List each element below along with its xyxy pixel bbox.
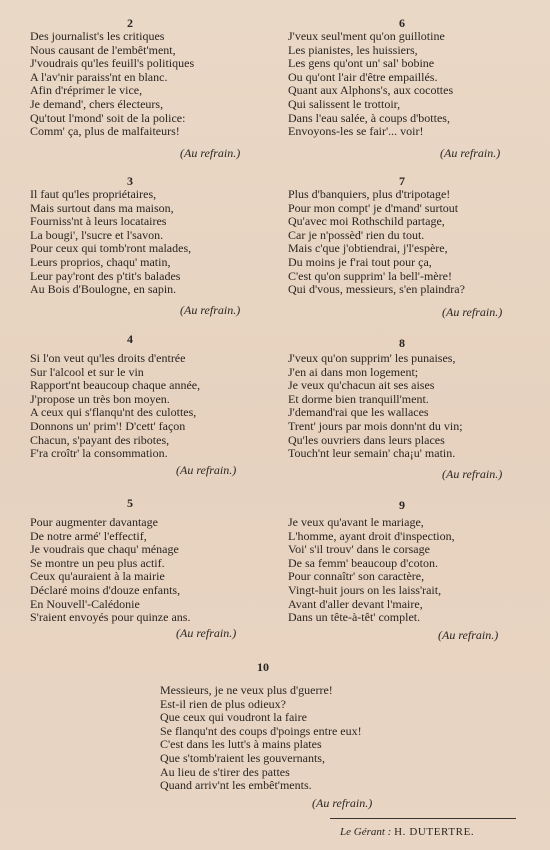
stanza-number: 2 — [127, 16, 133, 30]
verse-line: Touch'nt leur semain' cha¡u' matin. — [288, 446, 456, 461]
verse-line: Qu'tout l'mond' soit de la police: — [30, 110, 186, 125]
verse-line: Pour ceux qui tomb'ront malades, — [30, 241, 192, 256]
verse-line: Qui salissent le trottoir, — [288, 96, 401, 111]
verse-line: L'homme, ayant droit d'inspection, — [288, 528, 455, 543]
verse-line: Dans un tête-à-têt' complet. — [288, 610, 421, 625]
verse-line: Je voudrais que chaqu' ménage — [30, 542, 179, 557]
stanza-lines — [30, 188, 191, 297]
signature-name: H. DUTERTRE. — [394, 826, 475, 838]
verse-line: Est-il rien de plus odieux? — [160, 696, 286, 711]
verse-line: Au Bois d'Boulogne, en sapin. — [30, 282, 177, 297]
stanza-number: 7 — [399, 174, 405, 188]
verse-line: Ou qu'ont l'air d'être empaillés. — [288, 69, 438, 84]
verse-line: Si l'on veut qu'les droits d'entrée — [30, 351, 186, 365]
verse-line: Se montre un peu plus actif. — [30, 555, 165, 570]
verse-line: Pour connaîtr' son caractère, — [288, 569, 425, 584]
verse-line: Trent' jours par mois donn'nt du vin; — [288, 418, 463, 433]
refrain-marker: (Au refrain.) — [312, 796, 373, 810]
verse-line: Pour mon compt' je d'mand' surtout — [288, 200, 459, 215]
verse-line: Je demand', chers électeurs, — [30, 96, 164, 111]
verse-line: Qui d'vous, messieurs, s'en plaindra? — [288, 282, 465, 297]
stanza-number: 9 — [399, 498, 405, 512]
verse-line: Il faut qu'les propriétaires, — [30, 187, 157, 201]
verse-line: Rapport'nt beaucoup chaque année, — [30, 378, 201, 393]
refrain-marker: (Au refrain.) — [440, 146, 501, 160]
verse-line: J'demand'rai que les wallaces — [288, 405, 429, 420]
verse-line: J'veux qu'on supprim' les punaises, — [288, 351, 456, 365]
verse-line: Les gens qu'ont un' sal' bobine — [288, 56, 435, 71]
verse-line: Comm' ça, plus de malfaiteurs! — [30, 124, 180, 139]
verse-line: J'propose un très bon moyen. — [30, 391, 170, 406]
verse-line: Mais surtout dans ma maison, — [30, 200, 174, 215]
verse-line: Pour augmenter davantage — [30, 515, 158, 529]
verse-line: Afin d'réprimer le vice, — [30, 83, 143, 98]
verse-line: J'en ai dans mon logement; — [288, 364, 419, 379]
verse-line: Au lieu de s'tirer des pattes — [160, 764, 290, 779]
stanza-number: 4 — [127, 332, 133, 346]
verse-line: Sur l'alcool et sur le vin — [30, 364, 144, 379]
verse-line: Déclaré moins d'douze enfants, — [30, 582, 181, 597]
publisher-signature — [340, 826, 474, 838]
verse-line: Ceux qu'auraient à la mairie — [30, 569, 165, 584]
verse-line: Se flanqu'nt des coups d'poings entre eux! — [160, 723, 362, 738]
verse-line: Je veux qu'chacun ait ses aises — [288, 378, 435, 393]
stanza-number: 3 — [127, 174, 133, 188]
refrain-marker: (Au refrain.) — [176, 463, 237, 477]
verse-line: Voi' s'il trouv' dans le corsage — [288, 542, 430, 557]
refrain-marker: (Au refrain.) — [176, 626, 237, 640]
stanza-number: 8 — [399, 336, 405, 350]
verse-line: Qu'les ouvriers dans leurs places — [288, 432, 445, 447]
refrain-marker: (Au refrain.) — [442, 467, 503, 481]
verse-line: Chacun, s'payant des ribotes, — [30, 432, 170, 447]
verse-line: La bougi', l'sucre et l'savon. — [30, 227, 164, 242]
verse-line: Et dorme bien tranquill'ment. — [288, 391, 429, 406]
stanza-number: 6 — [399, 16, 405, 30]
verse-line: Du moins je f'rai tout pour ça, — [288, 254, 432, 269]
verse-line: Leur pay'ront des p'tit's balades — [30, 268, 181, 283]
verse-line: Que s'tomb'raient les gouvernants, — [160, 750, 325, 765]
verse-line: En Nouvell'-Calédonie — [30, 596, 140, 611]
verse-line: J'voudrais qu'les feuill's politiques — [30, 56, 195, 71]
stanza-number: 5 — [127, 496, 133, 510]
verse-line: C'est qu'on supprim' la bell'-mère! — [288, 268, 452, 283]
stanza-lines — [30, 352, 200, 461]
verse-line: De notre armé' l'effectif, — [30, 528, 147, 543]
verse-line: J'veux seul'ment qu'on guillotine — [288, 29, 445, 43]
stanza-lines — [288, 516, 455, 625]
stanza-lines — [30, 516, 190, 625]
verse-line: Vingt-huit jours on les laiss'rait, — [288, 582, 442, 597]
verse-line: Je veux qu'avant le mariage, — [288, 515, 424, 529]
refrain-marker: (Au refrain.) — [438, 628, 499, 642]
verse-line: Dans l'eau salée, à coups d'bottes, — [288, 110, 450, 125]
refrain-marker: (Au refrain.) — [180, 146, 241, 160]
stanza-lines — [288, 188, 465, 297]
verse-line: Que ceux qui voudront la faire — [160, 710, 307, 725]
verse-line: S'raient envoyés pour quinze ans. — [30, 610, 191, 625]
verse-line: C'est dans les lutt's à mains plates — [160, 737, 322, 752]
verse-line: Avant d'aller devant l'maire, — [288, 596, 423, 611]
verse-line: Des journalist's les critiques — [30, 29, 165, 43]
verse-line: Quant aux Alphons's, aux cocottes — [288, 83, 454, 98]
verse-line: F'ra croîtr' la consommation. — [30, 446, 168, 461]
verse-line: Donnons un' prim'! D'cett' façon — [30, 418, 186, 433]
signature-rule — [330, 818, 516, 819]
verse-line: Quand arriv'nt les embêt'ments. — [160, 778, 312, 793]
stanza-number: 10 — [257, 660, 269, 674]
stanza-lines — [160, 684, 362, 793]
verse-line: A ceux qui s'flanqu'nt des culottes, — [30, 405, 197, 420]
stanza-lines — [30, 30, 194, 139]
verse-line: Mais c'que j'obtiendrai, j'l'espère, — [288, 241, 448, 256]
refrain-marker: (Au refrain.) — [442, 305, 503, 319]
verse-line: Les pianistes, les huissiers, — [288, 42, 418, 57]
verse-line: A l'av'nir paraiss'nt en blanc. — [30, 69, 168, 84]
verse-line: Car je n'possèd' rien du tout. — [288, 227, 425, 242]
verse-line: Nous causant de l'embêt'ment, — [30, 42, 176, 57]
verse-line: De sa femm' beaucoup d'coton. — [288, 555, 438, 570]
verse-line: Fourniss'nt à leurs locataires — [30, 214, 167, 229]
verse-line: Leurs proprios, chaqu' matin, — [30, 254, 171, 269]
signature-label: Le Gérant : — [340, 826, 392, 838]
stanza-lines — [288, 352, 463, 461]
verse-line: Plus d'banquiers, plus d'tripotage! — [288, 187, 451, 201]
verse-line: Envoyons-les se fair'... voir! — [288, 124, 424, 139]
verse-line: Messieurs, je ne veux plus d'guerre! — [160, 683, 333, 697]
stanza-lines — [288, 30, 453, 139]
verse-line: Qu'avec moi Rothschild partage, — [288, 214, 445, 229]
refrain-marker: (Au refrain.) — [180, 303, 241, 317]
